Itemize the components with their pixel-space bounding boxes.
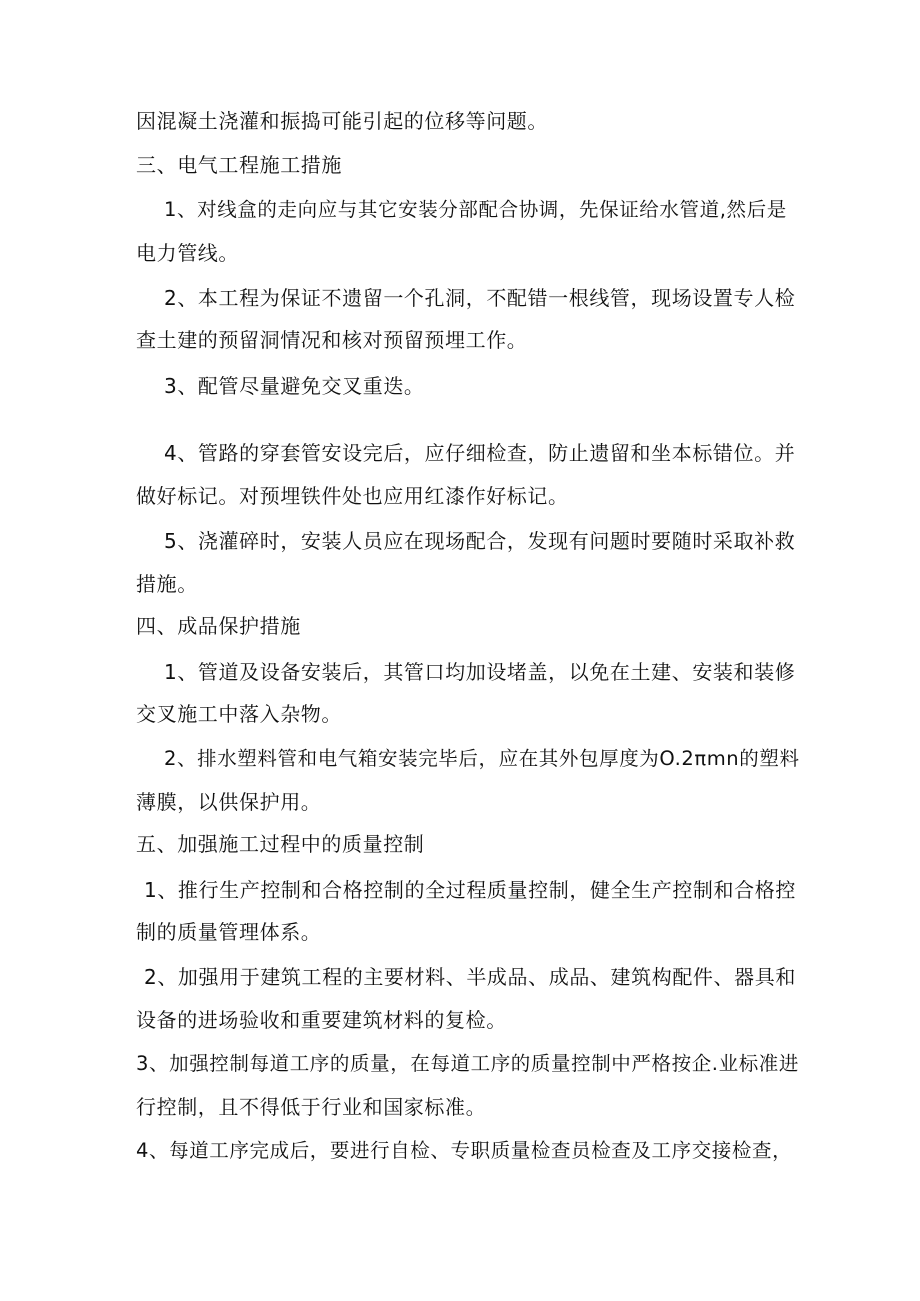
paragraph-line: 2、加强用于建筑工程的主要材料、半成品、成品、建筑构配件、器具和 [144,965,796,989]
paragraph-line: 3、配管尽量避免交叉重迭。 [164,374,425,398]
paragraph-line: 1、推行生产控制和合格控制的全过程质量控制，健全生产控制和合格控 [144,878,796,902]
section-heading: 四、成品保护措施 [136,614,301,638]
paragraph-line: 行控制，且不得低于行业和国家标准。 [136,1095,487,1119]
paragraph-line: 4、每道工序完成后，要进行自检、专职质量检查员检查及工序交接检查， [136,1139,793,1162]
paragraph-line: 2、本工程为保证不遗留一个孔洞，不配错一根线管，现场设置专人检 [164,286,796,310]
paragraph-line: 3、加强控制每道工序的质量，在每道工序的质量控制中严格按企.业标准进 [136,1052,800,1075]
paragraph-line: 电力管线。 [136,241,239,265]
paragraph-line: 交叉施工中落入杂物。 [136,702,342,726]
paragraph-line: 2、排水塑料管和电气箱安装完毕后，应在其外包厚度为O.2πmn的塑料 [164,747,800,770]
paragraph-line: 制的质量管理体系。 [136,920,322,944]
paragraph-line: 4、管路的穿套管安设完后，应仔细检查，防止遗留和坐本标错位。并 [164,441,796,465]
paragraph-line: 设备的进场验收和重要建筑材料的复检。 [136,1008,507,1032]
paragraph-line: 做好标记。对预埋铁件处也应用红漆作好标记。 [136,484,569,508]
section-heading: 三、电气工程施工措施 [136,153,342,177]
paragraph-line: 查土建的预留洞情况和核对预留预埋工作。 [136,328,528,352]
paragraph-line: 1、对线盒的走向应与其它安装分部配合协调，先保证给水管道,然后是 [164,198,787,221]
paragraph-line: 因混凝土浇灌和振捣可能引起的位移等问题。 [136,109,548,133]
paragraph-line: 措施。 [136,572,198,596]
paragraph-line: 1、管道及设备安装后，其管口均加设堵盖，以免在土建、安装和装修 [164,660,796,684]
paragraph-line: 薄膜，以供保护用。 [136,790,322,814]
section-heading: 五、加强施工过程中的质量控制 [136,832,425,856]
paragraph-line: 5、浇灌碎时，安装人员应在现场配合，发现有问题时要随时采取补救 [164,529,796,553]
